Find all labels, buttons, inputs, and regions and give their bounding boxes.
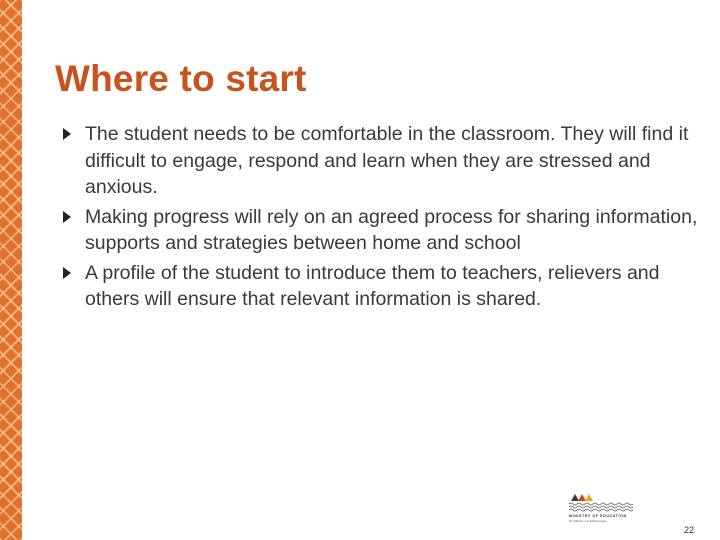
logo-name-text: MINISTRY OF EDUCATION	[569, 514, 627, 518]
bullet-text: A profile of the student to introduce them to teachers, relievers and others will ensure that relevant information is shared.	[85, 261, 660, 310]
slide-title: Where to start	[55, 58, 307, 99]
bullet-text: Making progress will rely on an agreed process for sharing information, supports and strategies between home and school	[85, 205, 698, 254]
bullet-arrow-icon	[63, 211, 71, 223]
bullet-item	[60, 260, 710, 313]
bullet-list	[60, 121, 710, 316]
bullet-arrow-icon	[63, 128, 71, 140]
decorative-border-pattern	[0, 0, 22, 540]
bullet-arrow-icon	[63, 267, 71, 279]
bullet-item	[60, 121, 710, 201]
ministry-of-education-logo	[566, 492, 636, 526]
bullet-text: The student needs to be comfortable in the classroom. They will find it difficult to engage, respond and learn when they are stressed and anxious.	[85, 123, 689, 198]
page-number: 22	[683, 525, 694, 535]
logo-subtitle-text: Te Tāhuhu o te Mātauranga	[569, 519, 606, 523]
bullet-item	[60, 204, 710, 257]
